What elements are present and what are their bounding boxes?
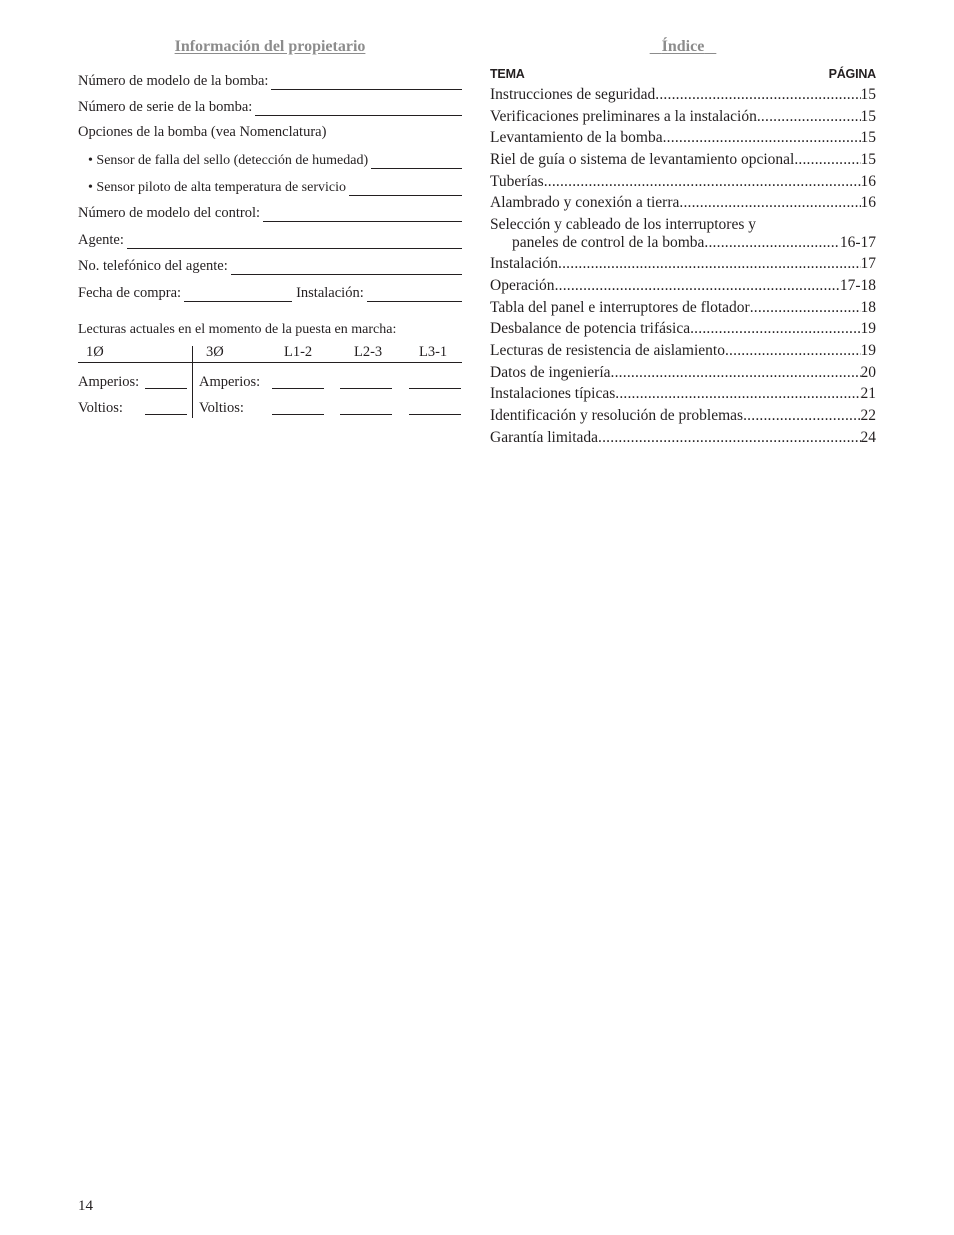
field-label: No. telefónico del agente:: [78, 258, 228, 274]
index-entry: Tuberías ..... 16: [490, 173, 876, 195]
pump-serial-field: [78, 96, 462, 116]
single-amps-label: Amperios:: [78, 374, 140, 390]
index-entry: Identificación y resolución de problemas ..... 22: [490, 407, 876, 429]
single-volts-label: Voltios:: [78, 400, 123, 416]
index-entry: Operación ..... 17-18: [490, 277, 876, 299]
fill-line: [367, 289, 462, 302]
index-entry: Levantamiento de la bomba ..... 15: [490, 129, 876, 151]
readings-table: [78, 344, 462, 424]
three-phase-header: 3Ø: [206, 344, 224, 360]
fill-line: [255, 103, 462, 116]
three-volts-label: Voltios:: [199, 400, 244, 416]
index-entry: Instalación ..... 17: [490, 255, 876, 277]
topic-column-header: TEMA: [490, 67, 525, 81]
field-label: Agente:: [78, 232, 124, 248]
installation-label: Instalación:: [296, 285, 364, 301]
single-phase-header: 1Ø: [86, 344, 104, 360]
index-entry: Garantía limitada ..... 24: [490, 429, 876, 451]
l23-header: L2-3: [354, 344, 383, 360]
agent-phone-field: [78, 255, 462, 275]
single-amps-line: [145, 388, 187, 389]
l31-header: L3-1: [419, 344, 448, 360]
index-entry: Datos de ingeniería ..... 20: [490, 364, 876, 386]
page-column-header: PÁGINA: [828, 67, 876, 81]
amps-l12-line: [272, 388, 324, 389]
amps-l31-line: [409, 388, 461, 389]
index-entry: Instrucciones de seguridad ..... 15: [490, 86, 876, 108]
volts-l12-line: [272, 414, 324, 415]
volts-l23-line: [340, 414, 392, 415]
index-entry: Alambrado y conexión a tierra ..... 16: [490, 194, 876, 216]
column-divider: [192, 346, 193, 418]
pump-model-field: [78, 70, 462, 90]
pump-options-label: Opciones de la bomba (vea Nomenclatura): [78, 124, 327, 140]
three-amps-label: Amperios:: [199, 374, 261, 390]
index-list: [490, 86, 876, 450]
index-entry: Riel de guía o sistema de levantamiento opcional ..... 15: [490, 151, 876, 173]
fill-line: [371, 156, 462, 169]
control-model-field: [78, 202, 462, 222]
index-header: [490, 67, 876, 81]
field-label: Número de serie de la bomba:: [78, 99, 253, 115]
agent-field: [78, 229, 462, 249]
fill-line: [184, 289, 292, 302]
amps-l23-line: [340, 388, 392, 389]
field-label: • Sensor piloto de alta temperatura de servicio: [88, 180, 346, 195]
purchase-date-field: [78, 282, 462, 302]
index-title: Índice: [661, 38, 705, 55]
high-temp-sensor-field: [78, 176, 462, 196]
owner-info-title: Información del propietario: [174, 38, 366, 55]
l12-header: L1-2: [284, 344, 313, 360]
index-entry: Selección y cableado de los interruptores y paneles de control de la bomba ..... 16-17: [490, 216, 876, 255]
page-number: 14: [78, 1198, 93, 1214]
fill-line: [231, 262, 462, 275]
fill-line: [349, 183, 462, 196]
fill-line: [263, 209, 462, 222]
seal-fail-sensor-field: [78, 149, 462, 169]
index-entry: Tabla del panel e interruptores de flotador ..... 18: [490, 299, 876, 321]
field-label: Fecha de compra:: [78, 285, 182, 301]
field-label: Número de modelo del control:: [78, 205, 261, 221]
single-volts-line: [145, 414, 187, 415]
fill-line: [271, 77, 462, 90]
fill-line: [127, 236, 462, 249]
index-entry: Lecturas de resistencia de aislamiento ..... 19: [490, 342, 876, 364]
field-label: Número de modelo de la bomba:: [78, 73, 269, 89]
header-underline: [78, 362, 462, 363]
field-label: • Sensor de falla del sello (detección de humedad): [88, 153, 369, 168]
index-entry: Instalaciones típicas ..... 21: [490, 385, 876, 407]
index-entry: Verificaciones preliminares a la instalación ..... 15: [490, 108, 876, 130]
volts-l31-line: [409, 414, 461, 415]
index-entry: Desbalance de potencia trifásica ..... 19: [490, 320, 876, 342]
readings-title: Lecturas actuales en el momento de la puesta en marcha:: [78, 322, 397, 337]
